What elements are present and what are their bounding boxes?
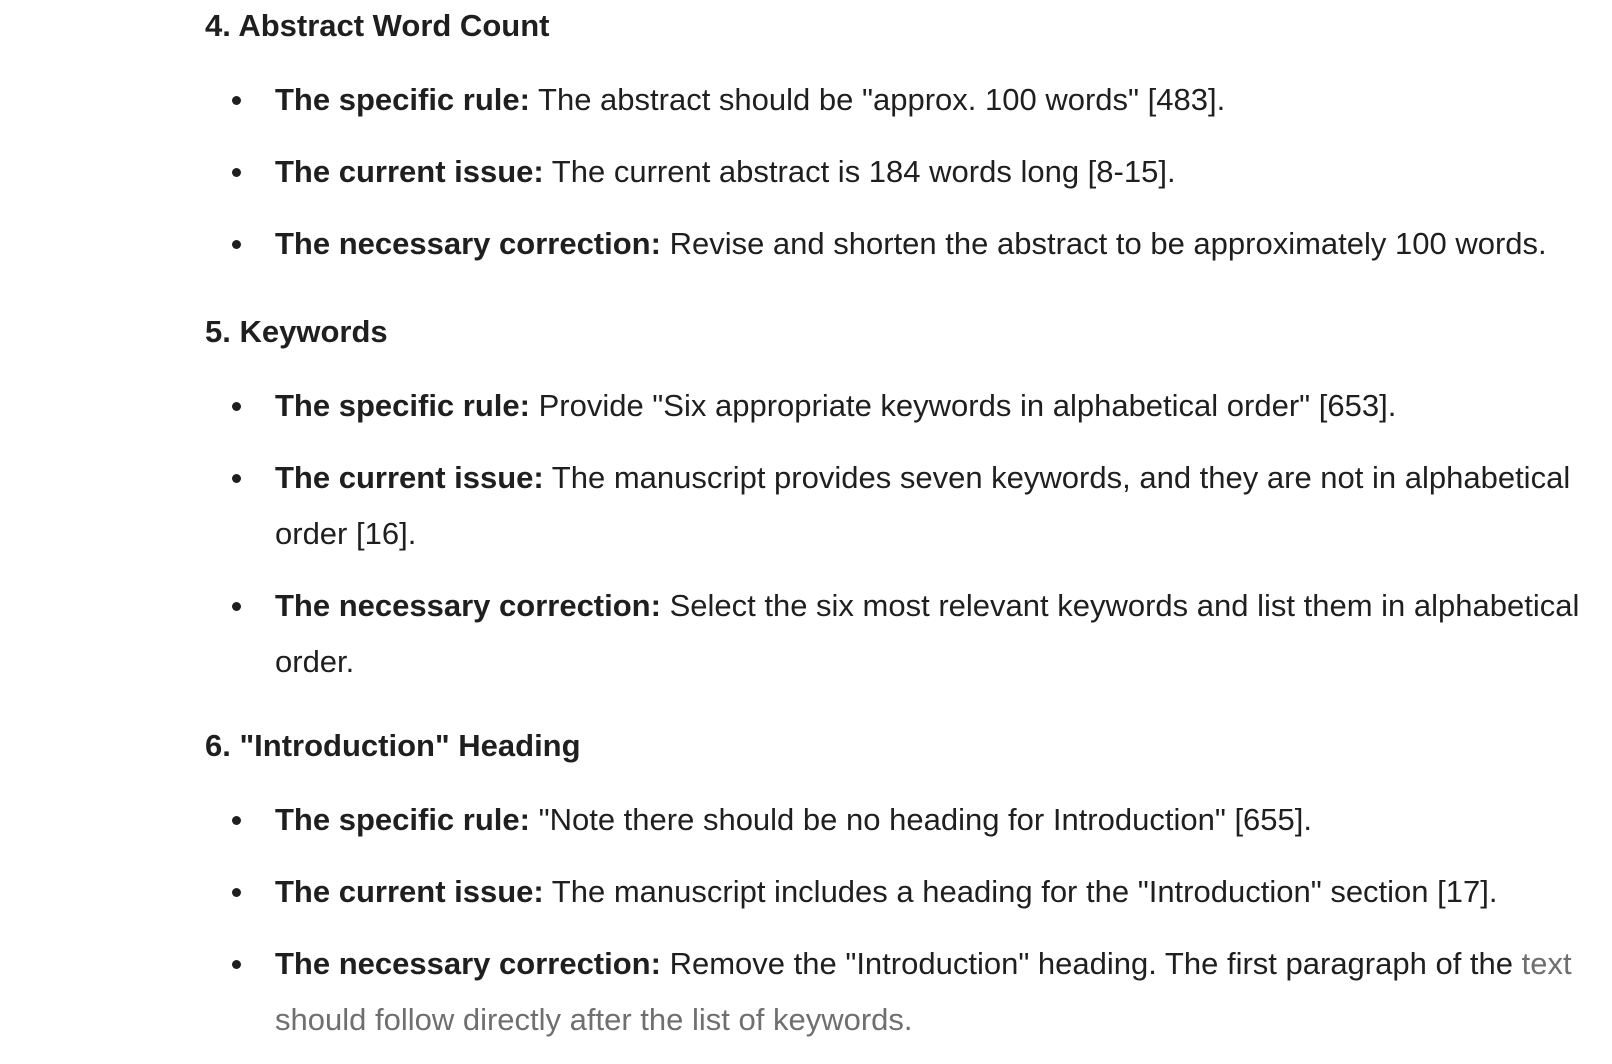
section-abstract-word-count [205,0,1605,288]
section-heading: 5. Keywords [205,314,388,349]
bullet-icon [232,240,241,249]
bullet-icon [232,602,241,611]
list-item [205,378,1605,434]
section-introduction-heading [205,720,1605,1064]
list-item [205,450,1605,562]
bullet-icon [232,168,241,177]
section-heading: 4. Abstract Word Count [205,8,550,43]
bullet-list [205,792,1605,1048]
bullet-icon [232,402,241,411]
list-item [205,72,1605,128]
bullet-icon [232,474,241,483]
item-text: Provide "Six appropriate keywords in alphabetical order" [653]. [529,388,1397,423]
list-item [205,144,1605,200]
item-label: The specific rule: [275,388,530,423]
bullet-icon [232,888,241,897]
item-text: The abstract should be "approx. 100 words" [483]. [529,82,1226,117]
list-item [205,578,1605,690]
item-label: The current issue: [275,874,544,909]
item-label: The necessary correction: [275,946,661,981]
list-item [205,864,1605,920]
item-label: The current issue: [275,154,544,189]
item-text: The manuscript includes a heading for the "Introduction" section [17]. [543,874,1498,909]
item-label: The necessary correction: [275,226,661,261]
item-label: The specific rule: [275,82,530,117]
item-label: The necessary correction: [275,588,661,623]
bullet-list [205,378,1605,690]
item-text: Revise and shorten the abstract to be approximately 100 words. [660,226,1547,261]
item-text: Remove the "Introduction" heading. The first paragraph of the [660,946,1514,981]
list-item [205,216,1605,272]
list-item [205,936,1605,1048]
item-text: The current abstract is 184 words long [8-15]. [543,154,1176,189]
bullet-icon [232,960,241,969]
item-text: Select the six most relevant keywords and list them in alphabetical order. [275,588,1580,679]
bullet-list [205,72,1605,272]
section-heading: 6. "Introduction" Heading [205,728,581,763]
bullet-icon [232,96,241,105]
list-item [205,792,1605,848]
bullet-icon [232,816,241,825]
section-keywords [205,306,1605,706]
item-label: The current issue: [275,460,544,495]
item-label: The specific rule: [275,802,530,837]
item-text: The manuscript provides seven keywords, and they are not in alphabetical order [16]. [275,460,1571,551]
item-text-faded: text should follow directly after the list of keywords. [275,946,1572,1037]
item-text: "Note there should be no heading for Introduction" [655]. [529,802,1313,837]
